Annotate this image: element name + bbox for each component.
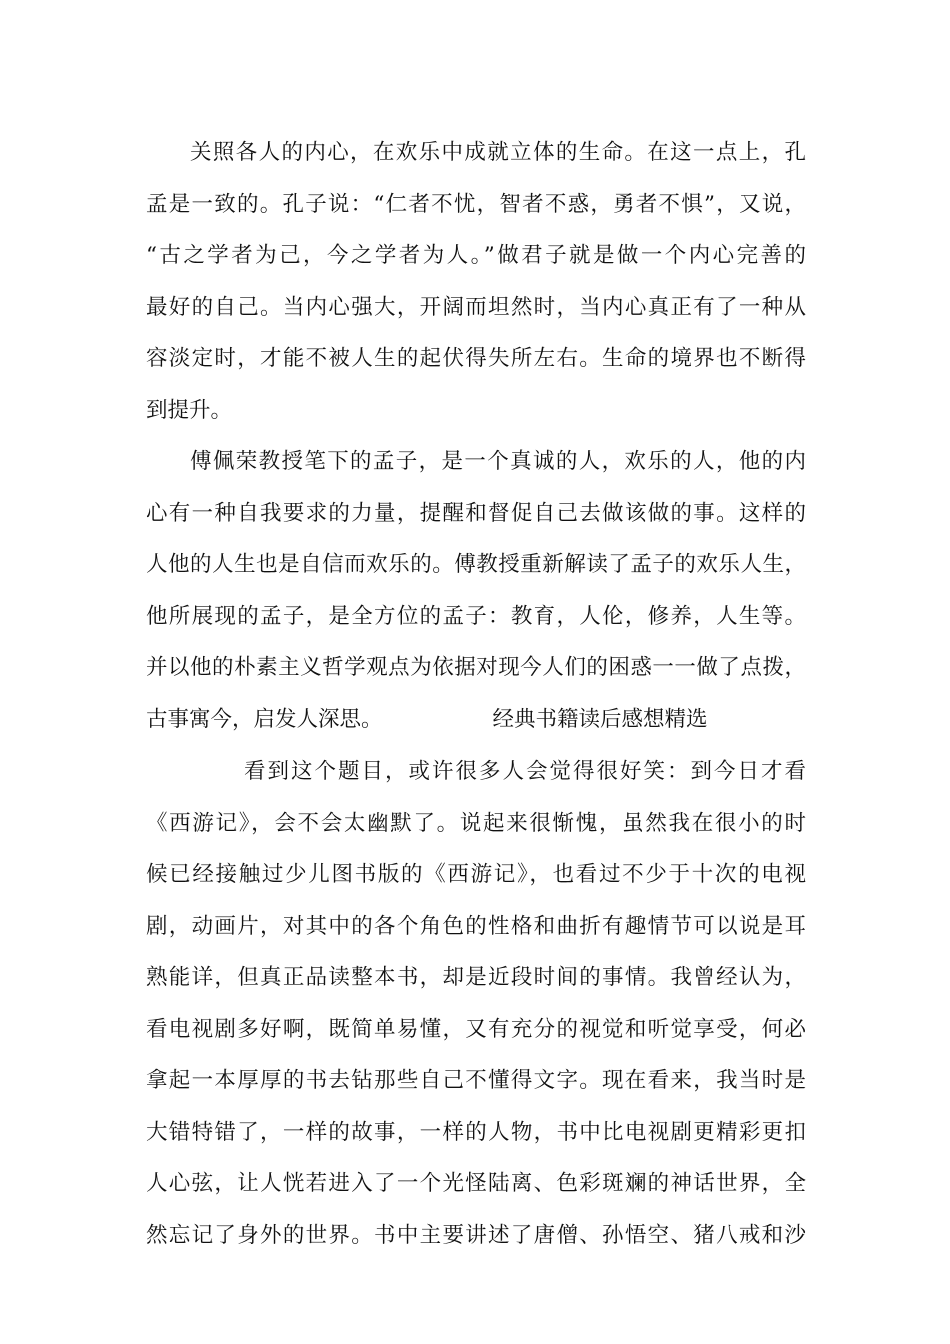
text-line: 人心弦，让人恍若进入了一个光怪陆离、色彩斑斓的神话世界，全 xyxy=(146,1171,806,1196)
text-line: 看到这个题目，或许很多人会觉得很好笑：到今日才看 xyxy=(244,759,806,784)
text-line: 熟能详，但真正品读整本书，却是近段时间的事情。我曾经认为， xyxy=(146,965,806,990)
text-line: 候已经接触过少儿图书版的《西游记》，也看过不少于十次的电视 xyxy=(146,862,806,887)
text-line: 关照各人的内心，在欢乐中成就立体的生命。在这一点上，孔 xyxy=(190,140,806,165)
article-title: 经典书籍读后感想精选 xyxy=(492,706,708,732)
text-line: 大错特错了，一样的故事，一样的人物，书中比电视剧更精彩更扣 xyxy=(146,1119,806,1145)
paragraph-end: 古事寓今，启发人深思。 xyxy=(146,706,383,732)
text-line: 《西游记》，会不会太幽默了。说起来很惭愧，虽然我在很小的时 xyxy=(146,810,806,836)
text-line: 容淡定时，才能不被人生的起伏得失所左右。生命的境界也不断得 xyxy=(146,346,806,371)
text-line: 看电视剧多好啊，既简单易懂，又有充分的视觉和听觉享受，何必 xyxy=(146,1016,806,1042)
paragraph-3 xyxy=(146,746,806,1261)
text-line: 孟是一致的。孔子说：“仁者不忧，智者不惑，勇者不惧”，又说， xyxy=(146,191,806,217)
text-line: 最好的自己。当内心强大，开阔而坦然时，当内心真正有了一种从 xyxy=(146,294,806,320)
text-line: 心有一种自我要求的力量，提醒和督促自己去做该做的事。这样的 xyxy=(146,500,806,526)
text-line: 拿起一本厚厚的书去钻那些自己不懂得文字。现在看来，我当时是 xyxy=(146,1068,806,1093)
text-line: 他所展现的孟子，是全方位的孟子：教育，人伦，修养，人生等。 xyxy=(146,603,806,629)
text-line: “古之学者为己，今之学者为人。”做君子就是做一个内心完善的 xyxy=(146,243,806,268)
paragraph-1 xyxy=(146,127,806,436)
text-line: 然忘记了身外的世界。书中主要讲述了唐僧、孙悟空、猪八戒和沙 xyxy=(146,1222,806,1248)
text-line-with-title xyxy=(146,694,806,746)
text-line: 并以他的朴素主义哲学观点为依据对现今人们的困惑一一做了点拨， xyxy=(146,655,806,680)
text-line: 傅佩荣教授笔下的孟子，是一个真诚的人，欢乐的人，他的内 xyxy=(190,449,806,474)
text-line: 人他的人生也是自信而欢乐的。傅教授重新解读了孟子的欢乐人生， xyxy=(146,552,806,577)
paragraph-2 xyxy=(146,436,806,745)
text-line: 剧，动画片，对其中的各个角色的性格和曲折有趣情节可以说是耳 xyxy=(146,913,806,939)
text-line: 到提升。 xyxy=(146,397,233,423)
